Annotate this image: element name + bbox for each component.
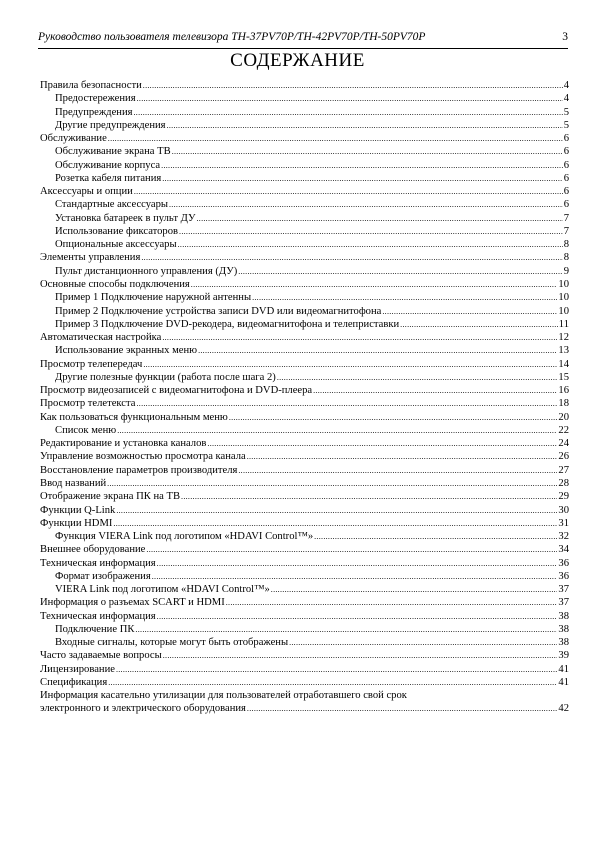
running-header — [38, 31, 568, 47]
toc-entry[interactable] — [40, 212, 569, 225]
toc-entry[interactable] — [40, 464, 569, 477]
toc-entry-title: Функции Q-Link — [40, 504, 116, 516]
header-rule — [38, 48, 568, 49]
toc-entry[interactable] — [40, 623, 569, 636]
toc-entry[interactable] — [40, 689, 569, 716]
toc-entry-page: 20 — [558, 411, 569, 423]
toc-entry-page: 39 — [558, 650, 569, 662]
toc-entry-page: 14 — [558, 358, 569, 370]
toc-entry[interactable] — [40, 92, 569, 105]
toc-entry-title: Информация о разъемах SCART и HDMI — [40, 597, 225, 609]
toc-dot-leader — [169, 198, 563, 211]
toc-dot-leader — [172, 145, 563, 158]
toc-entry-title: Обслуживание корпуса — [55, 159, 161, 171]
toc-entry-page: 36 — [558, 570, 569, 582]
toc-entry-page: 34 — [558, 544, 569, 556]
toc-entry[interactable] — [40, 583, 569, 596]
toc-dot-leader — [252, 291, 557, 304]
header-page-number: 3 — [562, 31, 568, 43]
toc-entry[interactable] — [40, 517, 569, 530]
toc-entry-title: Техническая информация — [40, 557, 156, 569]
toc-entry-page: 41 — [558, 663, 569, 675]
toc-entry[interactable] — [40, 305, 569, 318]
toc-entry-page: 37 — [558, 584, 569, 596]
toc-dot-leader — [247, 702, 557, 715]
toc-entry-title: Внешнее оборудование — [40, 544, 146, 556]
toc-entry-page: 10 — [558, 305, 569, 317]
toc-entry-title: Предостережения — [55, 93, 136, 105]
toc-entry-page: 16 — [558, 385, 569, 397]
toc-entry-title: Использование экранных меню — [55, 345, 198, 357]
toc-dot-leader — [162, 172, 562, 185]
toc-entry-title: Использование фиксаторов — [55, 225, 179, 237]
toc-entry[interactable] — [40, 318, 569, 331]
toc-entry-page: 10 — [558, 278, 569, 290]
toc-entry-page: 22 — [558, 424, 569, 436]
toc-entry-page: 41 — [558, 676, 569, 688]
toc-entry-title: Основные способы подключения — [40, 278, 190, 290]
toc-dot-leader — [289, 636, 557, 649]
toc-entry[interactable] — [40, 172, 569, 185]
toc-entry-title: Входные сигналы, которые могут быть отображены — [55, 637, 289, 649]
toc-dot-leader — [134, 185, 563, 198]
toc-entry-page: 38 — [558, 637, 569, 649]
toc-entry[interactable] — [40, 278, 569, 291]
toc-dot-leader — [238, 464, 557, 477]
toc-entry-title: Отображение экрана ПК на ТВ — [40, 491, 181, 503]
toc-dot-leader — [238, 265, 562, 278]
toc-entry[interactable] — [40, 557, 569, 570]
toc-entry-title: Пример 1 Подключение наружной антенны — [55, 292, 252, 304]
toc-dot-leader — [108, 132, 563, 145]
toc-entry[interactable] — [40, 198, 569, 211]
toc-entry-title: Стандартные аксессуары — [55, 199, 168, 211]
toc-entry-page: 13 — [558, 345, 569, 357]
toc-dot-leader — [108, 676, 557, 689]
header-title: Руководство пользователя телевизора TH-37PV70P/TH-42PV70P/TH-50PV70P — [38, 31, 426, 43]
page-title: СОДЕРЖАНИЕ — [230, 50, 365, 71]
toc-entry-page: 6 — [563, 159, 569, 171]
toc-entry-page: 29 — [558, 491, 569, 503]
toc-entry[interactable] — [40, 397, 569, 410]
toc-entry[interactable] — [40, 251, 569, 264]
toc-entry-title: Пример 3 Подключение DVD-рекодера, видеомагнитофона и телеприставки — [55, 318, 400, 330]
toc-entry[interactable] — [40, 79, 569, 92]
toc-entry[interactable] — [40, 411, 569, 424]
toc-entry-title: Правила безопасности — [40, 80, 142, 91]
toc-entry-title: Пульт дистанционного управления (ДУ) — [55, 265, 238, 277]
toc-dot-leader — [271, 583, 558, 596]
toc-dot-leader — [181, 490, 557, 503]
toc-entry-page: 37 — [558, 597, 569, 609]
toc-entry-title: Обслуживание — [40, 133, 107, 145]
toc-entry[interactable] — [40, 344, 569, 357]
toc-entry[interactable] — [40, 504, 569, 517]
toc-entry-page: 11 — [558, 318, 569, 330]
toc-dot-leader — [229, 411, 558, 424]
toc-dot-leader — [163, 649, 558, 662]
toc-entry-title: Установка батареек в пульт ДУ — [55, 212, 196, 224]
toc-dot-leader — [247, 450, 558, 463]
toc-entry[interactable] — [40, 265, 569, 278]
toc-entry-title: Как пользоваться функциональным меню — [40, 411, 228, 423]
toc-entry-page: 27 — [558, 464, 569, 476]
toc-dot-leader — [107, 477, 557, 490]
toc-dot-leader — [382, 305, 557, 318]
toc-entry-title-line2: электронного и электрического оборудования — [40, 703, 246, 715]
toc-dot-leader — [157, 557, 558, 570]
toc-entry-page: 5 — [563, 106, 569, 118]
toc-entry-title: Редактирование и установка каналов — [40, 438, 207, 450]
toc-entry-title: Спецификация — [40, 676, 108, 688]
toc-entry[interactable] — [40, 437, 569, 450]
toc-entry[interactable] — [40, 570, 569, 583]
toc-entry-title-line1: Информация касательно утилизации для пользователей отработавшего свой срок — [40, 690, 407, 702]
toc-entry-page: 6 — [563, 133, 569, 145]
toc-entry[interactable] — [40, 610, 569, 623]
toc-entry[interactable] — [40, 291, 569, 304]
toc-dot-leader — [313, 384, 557, 397]
toc-dot-leader — [179, 225, 563, 238]
toc-entry[interactable] — [40, 530, 569, 543]
toc-entry-title: Другие полезные функции (работа после шага 2) — [55, 371, 276, 383]
toc-entry-title: Обслуживание экрана ТВ — [55, 146, 171, 158]
toc-entry[interactable] — [40, 225, 569, 238]
toc-entry-title: VIERA Link под логотипом «HDAVI Control™» — [55, 584, 270, 596]
toc-entry[interactable] — [40, 371, 569, 384]
toc-entry-page: 4 — [563, 80, 569, 91]
toc-entry-page: 6 — [563, 146, 569, 158]
toc-entry-title: Функции HDMI — [40, 517, 113, 529]
toc-entry-page: 18 — [558, 398, 569, 410]
toc-entry-page: 6 — [563, 199, 569, 211]
toc-dot-leader — [143, 358, 557, 371]
toc-dot-leader — [116, 663, 557, 676]
toc-entry-page: 31 — [558, 517, 569, 529]
toc-entry-title: Автоматическая настройка — [40, 332, 162, 344]
toc-entry[interactable] — [40, 384, 569, 397]
toc-dot-leader — [134, 106, 563, 119]
toc-entry-title: Подключение ПК — [55, 623, 135, 635]
toc-dot-leader — [198, 344, 557, 357]
toc-dot-leader — [143, 79, 563, 92]
toc-entry[interactable] — [40, 159, 569, 172]
toc-dot-leader — [146, 543, 557, 556]
toc-dot-leader — [135, 623, 557, 636]
toc-entry-page: 10 — [558, 292, 569, 304]
toc-entry-page: 32 — [558, 531, 569, 543]
toc-dot-leader — [113, 517, 557, 530]
toc-entry-page: 42 — [558, 703, 569, 715]
toc-dot-leader — [137, 92, 563, 105]
toc-entry[interactable] — [40, 106, 569, 119]
toc-dot-leader — [116, 504, 557, 517]
toc-entry-title: Опциональные аксессуары — [55, 239, 177, 251]
toc-entry[interactable] — [40, 145, 569, 158]
toc-dot-leader — [314, 530, 557, 543]
toc-entry-page: 4 — [563, 93, 569, 105]
toc-entry[interactable] — [40, 424, 569, 437]
toc-entry[interactable] — [40, 543, 569, 556]
toc-entry-page: 7 — [563, 225, 569, 237]
toc-entry-title: Элементы управления — [40, 252, 141, 264]
toc-entry-page: 15 — [558, 371, 569, 383]
toc-entry[interactable] — [40, 663, 569, 676]
toc-entry[interactable] — [40, 331, 569, 344]
toc-entry-page: 38 — [558, 610, 569, 622]
toc-entry-page: 9 — [563, 265, 569, 277]
toc-entry-title: Розетка кабеля питания — [55, 172, 162, 184]
toc-entry-title: Предупреждения — [55, 106, 133, 118]
toc-entry[interactable] — [40, 358, 569, 371]
toc-entry-title: Часто задаваемые вопросы — [40, 650, 162, 662]
toc-dot-leader — [226, 596, 558, 609]
toc-entry-page: 36 — [558, 557, 569, 569]
toc-dot-leader — [141, 251, 562, 264]
toc-entry[interactable] — [40, 185, 569, 198]
toc-entry-title: Аксессуары и опции — [40, 186, 133, 198]
toc-dot-leader — [178, 238, 563, 251]
toc-dot-leader — [191, 278, 558, 291]
toc-entry-page: 5 — [563, 119, 569, 131]
toc-entry-title: Ввод названий — [40, 477, 107, 489]
toc-dot-leader — [136, 397, 557, 410]
toc-entry-title: Просмотр телепередач — [40, 358, 143, 370]
toc-dot-leader — [400, 318, 558, 331]
table-of-contents — [40, 79, 569, 716]
toc-entry-title: Лицензирование — [40, 663, 115, 675]
toc-entry[interactable] — [40, 132, 569, 145]
toc-entry-title: Просмотр видеозаписей с видеомагнитофона и DVD-плеера — [40, 385, 313, 397]
toc-dot-leader — [161, 159, 563, 172]
toc-entry-page: 26 — [558, 451, 569, 463]
toc-entry-page: 28 — [558, 477, 569, 489]
toc-dot-leader — [117, 424, 557, 437]
toc-dot-leader — [152, 570, 558, 583]
toc-dot-leader — [277, 371, 558, 384]
toc-entry-title: Формат изображения — [55, 570, 151, 582]
toc-entry-page: 7 — [563, 212, 569, 224]
toc-entry-title: Техническая информация — [40, 610, 156, 622]
toc-dot-leader — [162, 331, 557, 344]
toc-entry-title: Пример 2 Подключение устройства записи DVD или видеомагнитофона — [55, 305, 382, 317]
toc-entry-page: 6 — [563, 172, 569, 184]
toc-entry[interactable] — [40, 477, 569, 490]
toc-entry[interactable] — [40, 676, 569, 689]
toc-entry-page: 12 — [558, 332, 569, 344]
toc-entry-title: Другие предупреждения — [55, 119, 166, 131]
toc-dot-leader — [207, 437, 557, 450]
toc-entry[interactable] — [40, 649, 569, 662]
toc-entry-page: 30 — [558, 504, 569, 516]
toc-entry[interactable] — [40, 636, 569, 649]
toc-entry[interactable] — [40, 238, 569, 251]
toc-entry[interactable] — [40, 490, 569, 503]
toc-entry-page: 8 — [563, 252, 569, 264]
toc-entry[interactable] — [40, 450, 569, 463]
toc-entry-title: Список меню — [55, 424, 117, 436]
toc-entry-page: 38 — [558, 623, 569, 635]
toc-entry[interactable] — [40, 119, 569, 132]
toc-entry[interactable] — [40, 596, 569, 609]
toc-entry-page: 8 — [563, 239, 569, 251]
toc-entry-title: Функция VIERA Link под логотипом «HDAVI Control™» — [55, 531, 314, 543]
toc-entry-page: 24 — [558, 438, 569, 450]
toc-dot-leader — [167, 119, 563, 132]
toc-entry-title: Просмотр телетекста — [40, 398, 136, 410]
toc-dot-leader — [196, 212, 562, 225]
toc-entry-page: 6 — [563, 186, 569, 198]
toc-entry-title: Восстановление параметров производителя — [40, 464, 238, 476]
toc-dot-leader — [157, 610, 558, 623]
toc-entry-title: Управление возможностью просмотра канала — [40, 451, 246, 463]
